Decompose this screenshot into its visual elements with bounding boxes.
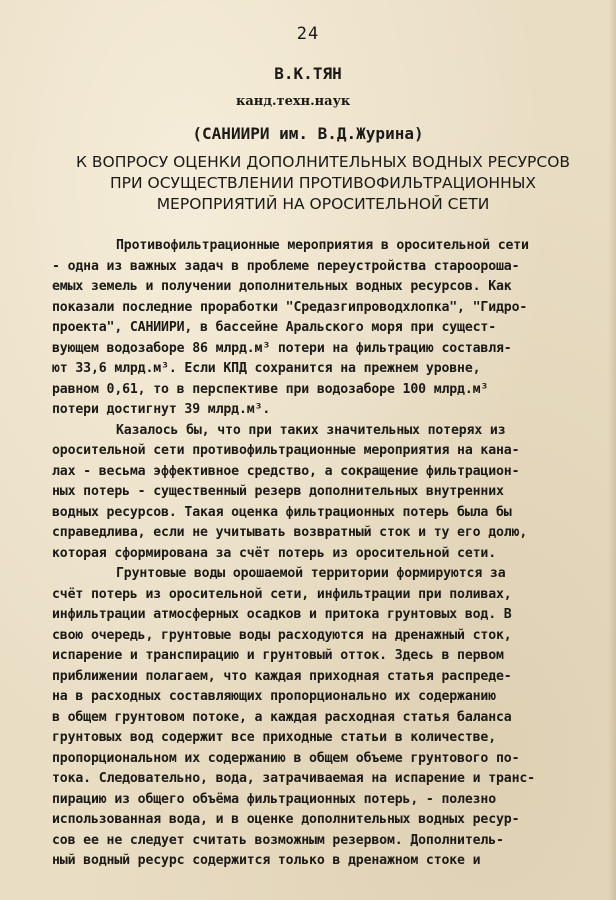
scan-edge-shadow: [608, 0, 616, 900]
text-line: свою очередь, грунтовые воды расходуются на дренажный сток,: [52, 627, 512, 643]
text-line: емых земель и получении дополнительных водных ресурсов. Как: [52, 279, 512, 294]
title-line: К ВОПРОСУ ОЦЕНКИ ДОПОЛНИТЕЛЬНЫХ ВОДНЫХ РЕСУРСОВ: [75, 153, 571, 171]
text-line: на в расходных составляющих пропорционально их содержанию: [52, 689, 497, 704]
text-line: ют 33,6 млрд.м³. Если КПД сохранится на прежнем уровне,: [52, 361, 481, 376]
text-line: грунтовых вод содержит все приходные статьи в количестве,: [52, 730, 497, 745]
text-line: ных потерь - существенный резерв дополнительных внутренних: [52, 484, 504, 499]
text-line: в общем грунтовом потоке, а каждая расходная статья баланса: [52, 709, 512, 725]
text-line: справедлива, если не учитывать возвратный сток и ту его долю,: [52, 525, 528, 540]
text-line: лах - весьма эффективное средство, а сокращение фильтрацион-: [52, 463, 520, 479]
text-line: инфильтрации атмосферных осадков и притока грунтовых вод. В: [52, 607, 512, 622]
text-line: Казалось бы, что при таких значительных потерях из: [116, 422, 506, 438]
author-institution: (САНИИРИ им. В.Д.Журина): [192, 124, 424, 143]
text-line: пирацию из общего объёма фильтрационных потерь, - полезно: [52, 791, 497, 807]
author-degree: канд.техн.наук: [236, 94, 351, 109]
text-line: приближении полагаем, что каждая приходная статья распреде-: [52, 668, 512, 684]
text-line: Противофильтрационные мероприятия в оросительной сети: [116, 238, 529, 253]
article-body: [52, 236, 608, 872]
text-line: потери достигнут 39 млрд.м³.: [52, 402, 271, 417]
text-line: тока. Следовательно, вода, затрачиваемая на испарение и транс-: [52, 771, 535, 786]
text-line: показали последние проработки "Средазгипроводхлопка", "Гидро-: [52, 299, 528, 315]
text-line: оросительной сети противофильтрационные мероприятия на кана-: [52, 443, 520, 458]
text-line: равном 0,61, то в перспективе при водозаборе 100 млрд.м³: [52, 381, 489, 397]
title-line: МЕРОПРИЯТИЙ НА ОРОСИТЕЛЬНОЙ СЕТИ: [156, 195, 490, 213]
text-line: водных ресурсов. Такая оценка фильтрационных потерь была бы: [52, 504, 512, 520]
text-line: которая сформирована за счёт потерь из оросительной сети.: [52, 545, 497, 561]
text-line: вующем водозаборе 86 млрд.м³ потери на фильтрацию составля-: [52, 340, 512, 356]
text-line: Грунтовые воды орошаемой территории формируются за: [116, 566, 506, 581]
text-line: сов ее не следует считать возможным резервом. Дополнитель-: [52, 832, 504, 848]
text-line: счёт потерь из оросительной сети, инфильтрации при поливах,: [52, 586, 512, 602]
text-line: использованная вода, и в оценке дополнительных водных ресур-: [52, 812, 520, 827]
text-line: - одна из важных задач в проблеме переустройства староороша-: [52, 258, 520, 274]
author-name: В.К.ТЯН: [274, 64, 342, 83]
page-number: 24: [296, 24, 320, 44]
title-line: ПРИ ОСУЩЕСТВЛЕНИИ ПРОТИВОФИЛЬТРАЦИОННЫХ: [109, 174, 537, 192]
article-title: [38, 152, 608, 215]
text-line: испарение и транспирацию и грунтовый отток. Здесь в первом: [52, 648, 504, 663]
text-line: пропорциональном их содержанию в общем объеме грунтового по-: [52, 750, 520, 766]
text-line: ный водный ресурс содержится только в дренажном стоке и: [52, 853, 481, 868]
text-line: проекта", САНИИРИ, в бассейне Аральского моря при сущест-: [52, 320, 497, 335]
